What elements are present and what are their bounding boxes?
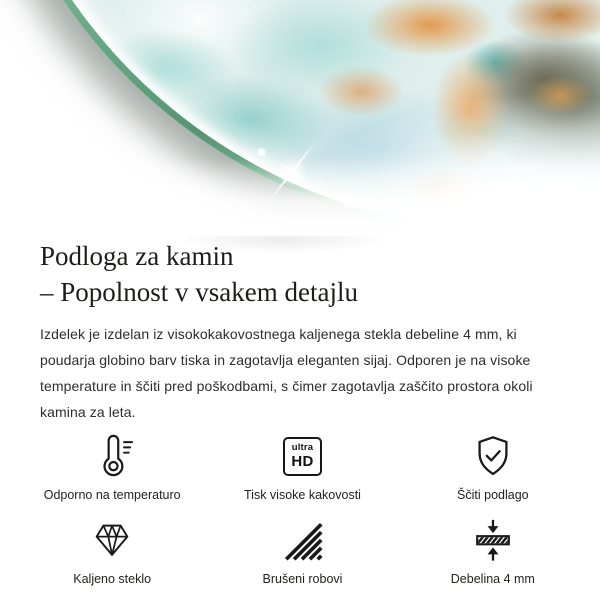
- ultra-hd-icon: [283, 437, 322, 476]
- ultra-hd-icon-text-top: ultra: [291, 441, 314, 453]
- shield-check-icon: [470, 433, 516, 479]
- edge-glint: [256, 147, 267, 158]
- feature-label: Odporno na temperaturo: [43, 488, 181, 502]
- page-title-line1: Podloga za kamin: [40, 241, 234, 271]
- feature-thickness-4mm: [398, 517, 588, 587]
- feature-label: Kaljeno steklo: [73, 572, 152, 586]
- feature-tempered-glass: [17, 517, 207, 587]
- feature-grid: [0, 433, 600, 587]
- feature-protects-surface: [398, 433, 588, 503]
- product-description-text: Izdelek je izdelan iz visokokakovostnega kaljenega stekla debeline 4 mm, ki poudarja globino barv tiska in zagotavlja eleganten sijaj. Odporen je na visoke temperature in ščiti pred poškodbami, s čimer zagotavlja zaščito prostora okoli kamina za leta.: [40, 326, 533, 420]
- thickness-icon: [470, 517, 516, 563]
- feature-temperature-resistant: [17, 433, 207, 503]
- polished-edges-icon: [281, 519, 323, 561]
- feature-label: Brušeni robovi: [262, 572, 343, 586]
- feature-high-quality-print: [207, 433, 397, 503]
- page-title-line2: – Popolnost v vsakem detajlu: [40, 277, 358, 307]
- ultra-hd-icon-text-bottom: HD: [291, 452, 314, 470]
- edge-glint: [341, 195, 355, 209]
- product-description-section: [0, 236, 600, 425]
- feature-polished-edges: [207, 517, 397, 587]
- sparkle-highlight: [242, 122, 342, 222]
- sparkle-core: [289, 169, 295, 175]
- thermometer-icon: [89, 433, 135, 479]
- product-hero-image: [0, 0, 600, 236]
- diamond-icon: [89, 517, 135, 563]
- feature-label: Debelina 4 mm: [450, 572, 535, 586]
- feature-label: Ščiti podlago: [457, 488, 529, 502]
- page-title: [40, 238, 560, 310]
- feature-label: Tisk visoke kakovosti: [244, 488, 361, 502]
